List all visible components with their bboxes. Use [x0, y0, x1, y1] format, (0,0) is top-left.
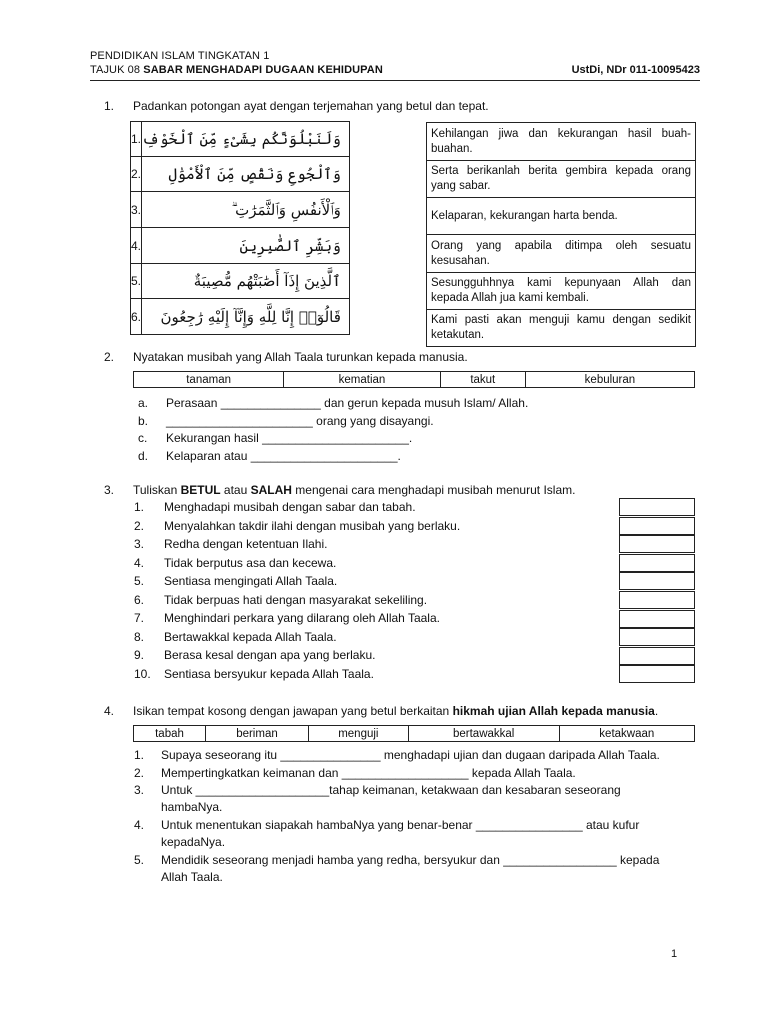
q2-item-text[interactable]: Kelaparan atau ______________________. — [166, 448, 401, 463]
topic-line — [90, 64, 383, 76]
q3-answer-box[interactable] — [619, 610, 695, 628]
translation-row — [427, 161, 696, 198]
q2-item-letter: d. — [138, 448, 149, 463]
q3-item-text: Berasa kesal dengan apa yang berlaku. — [164, 648, 376, 662]
page-number: 1 — [671, 948, 678, 960]
q4-word-bank — [133, 725, 695, 742]
topic-title: SABAR MENGHADAPI DUGAAN KEHIDUPAN — [143, 64, 383, 76]
q3-item-number: 9. — [134, 648, 145, 662]
translation-row — [427, 273, 696, 310]
word-bank-item: tanaman — [134, 372, 284, 388]
q4-item-text-cont: Allah Taala. — [161, 870, 223, 884]
q4-item-text[interactable]: Mendidik seseorang menjadi hamba yang redha, bersyukur dan _________________ kepada — [161, 853, 660, 867]
arabic-row — [131, 122, 350, 157]
translation-row — [427, 310, 696, 347]
arabic-verse: وَٱلْأَنفُسِ وَٱلثَّمَرَٰتِ ۗ — [142, 192, 350, 228]
q1-question: Padankan potongan ayat dengan terjemahan yang betul dan tepat. — [133, 99, 489, 113]
q3-item-text: Tidak berputus asa dan kecewa. — [164, 555, 337, 570]
q4-item-number: 4. — [134, 818, 145, 832]
q3-answer-box[interactable] — [619, 554, 695, 572]
translation-text: Kelaparan, kekurangan harta benda. — [427, 198, 696, 235]
word-bank-item: bertawakkal — [408, 726, 559, 742]
teacher-contact: UstDi, NDr 011-10095423 — [571, 64, 700, 76]
header-divider — [90, 80, 700, 81]
word-bank-item: beriman — [206, 726, 309, 742]
q3-item-text: Bertawakkal kepada Allah Taala. — [164, 629, 337, 644]
arabic-verse: وَبَشِّرِ ٱلصَّٰبِرِينَ — [142, 228, 350, 264]
q4-item-text-cont: hambaNya. — [161, 800, 223, 814]
q3-item-number: 8. — [134, 629, 145, 644]
q3-item-number: 6. — [134, 592, 145, 607]
q4-item-text[interactable]: Untuk menentukan siapakah hambaNya yang benar-benar ________________ atau kufur — [161, 818, 640, 832]
arabic-verse: قَالُوٓا۟ إِنَّا لِلَّهِ وَإِنَّآ إِلَيْهِ رَٰجِعُونَ — [142, 299, 350, 335]
q4-item-text[interactable]: Supaya seseorang itu _______________ menghadapi ujian dan dugaan daripada Allah Taala. — [161, 748, 660, 762]
q4-item-number: 3. — [134, 783, 145, 797]
arabic-row-number: 6. — [131, 299, 142, 335]
q2-word-bank — [133, 371, 695, 388]
word-bank-item: tabah — [134, 726, 206, 742]
q4-question: Isikan tempat kosong dengan jawapan yang betul berkaitan hikmah ujian Allah kepada manusia. — [133, 704, 659, 718]
q4-item-text[interactable]: Mempertingkatkan keimanan dan ___________________ kepada Allah Taala. — [161, 766, 576, 780]
word-bank-item: menguji — [308, 726, 408, 742]
q2-question: Nyatakan musibah yang Allah Taala turunkan kepada manusia. — [133, 350, 468, 364]
q3-answer-box[interactable] — [619, 665, 695, 683]
arabic-row — [131, 192, 350, 228]
q3-item-text: Sentiasa mengingati Allah Taala. — [164, 574, 338, 588]
q3-answer-box[interactable] — [619, 647, 695, 665]
q2-item-text[interactable]: Perasaan _______________ dan gerun kepada musuh Islam/ Allah. — [166, 396, 529, 410]
q3-answer-box[interactable] — [619, 591, 695, 609]
q3-answer-box[interactable] — [619, 535, 695, 553]
arabic-row — [131, 228, 350, 264]
translation-text: Kami pasti akan menguji kamu dengan sedikit ketakutan. — [427, 310, 696, 347]
word-bank-item: kematian — [284, 372, 440, 388]
q3-number: 3. — [104, 483, 115, 497]
q4-item-number: 5. — [134, 853, 145, 867]
q3-question: Tuliskan BETUL atau SALAH mengenai cara menghadapi musibah menurut Islam. — [133, 483, 576, 497]
q4-item-text[interactable]: Untuk ____________________tahap keimanan, ketakwaan dan kesabaran seseorang — [161, 783, 621, 797]
translation-row — [427, 123, 696, 161]
translation-row — [427, 235, 696, 273]
q3-item-text: Menyalahkan takdir ilahi dengan musibah yang berlaku. — [164, 518, 461, 533]
translation-text: Orang yang apabila ditimpa oleh sesuatu kesusahan. — [427, 235, 696, 273]
q3-answer-box[interactable] — [619, 572, 695, 590]
q2-item-letter: b. — [138, 413, 149, 428]
topic-prefix: TAJUK 08 — [90, 64, 141, 76]
q4-number: 4. — [104, 704, 115, 718]
translation-text: Kehilangan jiwa dan kekurangan hasil buah-buahan. — [427, 123, 696, 161]
q3-betul: BETUL — [180, 483, 221, 497]
arabic-verse: وَلَنَبْلُوَنَّكُم بِشَىْءٍ مِّنَ ٱلْخَوْفِ — [142, 122, 350, 157]
q3-item-number: 10. — [134, 666, 151, 681]
translation-text: Sesungguhhnya kami kepunyaan Allah dan kepada Allah jua kami kembali. — [427, 273, 696, 310]
q3-salah: SALAH — [250, 483, 292, 497]
q3-item-text: Redha dengan ketentuan Ilahi. — [164, 537, 328, 551]
q2-item-text[interactable]: ______________________ orang yang disayangi. — [166, 413, 434, 428]
q1-arabic-table — [130, 121, 350, 335]
q4-item-number: 1. — [134, 748, 145, 762]
translation-row — [427, 198, 696, 235]
q4-question-bold: hikmah ujian Allah kepada manusia — [452, 704, 655, 718]
q3-item-number: 4. — [134, 555, 145, 570]
q3-item-number: 2. — [134, 518, 145, 533]
q3-item-text: Menghindari perkara yang dilarang oleh Allah Taala. — [164, 611, 440, 625]
word-bank-item: takut — [440, 372, 525, 388]
q2-item-text[interactable]: Kekurangan hasil ______________________. — [166, 431, 413, 445]
q3-answer-box[interactable] — [619, 498, 695, 516]
arabic-row-number: 3. — [131, 192, 142, 228]
arabic-row — [131, 264, 350, 299]
translation-text: Serta berikanlah berita gembira kepada orang yang sabar. — [427, 161, 696, 198]
arabic-row — [131, 299, 350, 335]
word-bank-item: kebuluran — [525, 372, 694, 388]
q3-item-text: Sentiasa bersyukur kepada Allah Taala. — [164, 666, 374, 681]
q2-item-letter: a. — [138, 396, 149, 410]
arabic-row-number: 5. — [131, 264, 142, 299]
arabic-verse: ٱلَّذِينَ إِذَآ أَصَٰبَتْهُم مُّصِيبَةٌ — [142, 264, 350, 299]
arabic-row-number: 2. — [131, 157, 142, 192]
arabic-row-number: 1. — [131, 122, 142, 157]
q3-item-number: 7. — [134, 611, 145, 625]
q3-answer-box[interactable] — [619, 517, 695, 535]
q3-item-number: 5. — [134, 574, 145, 588]
q4-item-text-cont: kepadaNya. — [161, 835, 226, 849]
q3-item-number: 1. — [134, 500, 145, 514]
arabic-verse: وَٱلْجُوعِ وَنَقْصٍ مِّنَ ٱلْأَمْوَٰلِ — [142, 157, 350, 192]
q3-item-number: 3. — [134, 537, 145, 551]
q1-number: 1. — [104, 99, 115, 113]
word-bank-item: ketakwaan — [559, 726, 694, 742]
q3-answer-box[interactable] — [619, 628, 695, 646]
q1-translation-table — [426, 122, 696, 347]
q3-item-text: Menghadapi musibah dengan sabar dan tabah. — [164, 500, 416, 514]
arabic-row-number: 4. — [131, 228, 142, 264]
subject-title: PENDIDIKAN ISLAM TINGKATAN 1 — [90, 50, 270, 62]
q2-item-letter: c. — [138, 431, 148, 445]
q3-item-text: Tidak berpuas hati dengan masyarakat sekeliling. — [164, 592, 428, 607]
q2-number: 2. — [104, 350, 115, 364]
arabic-row — [131, 157, 350, 192]
q4-item-number: 2. — [134, 766, 145, 780]
